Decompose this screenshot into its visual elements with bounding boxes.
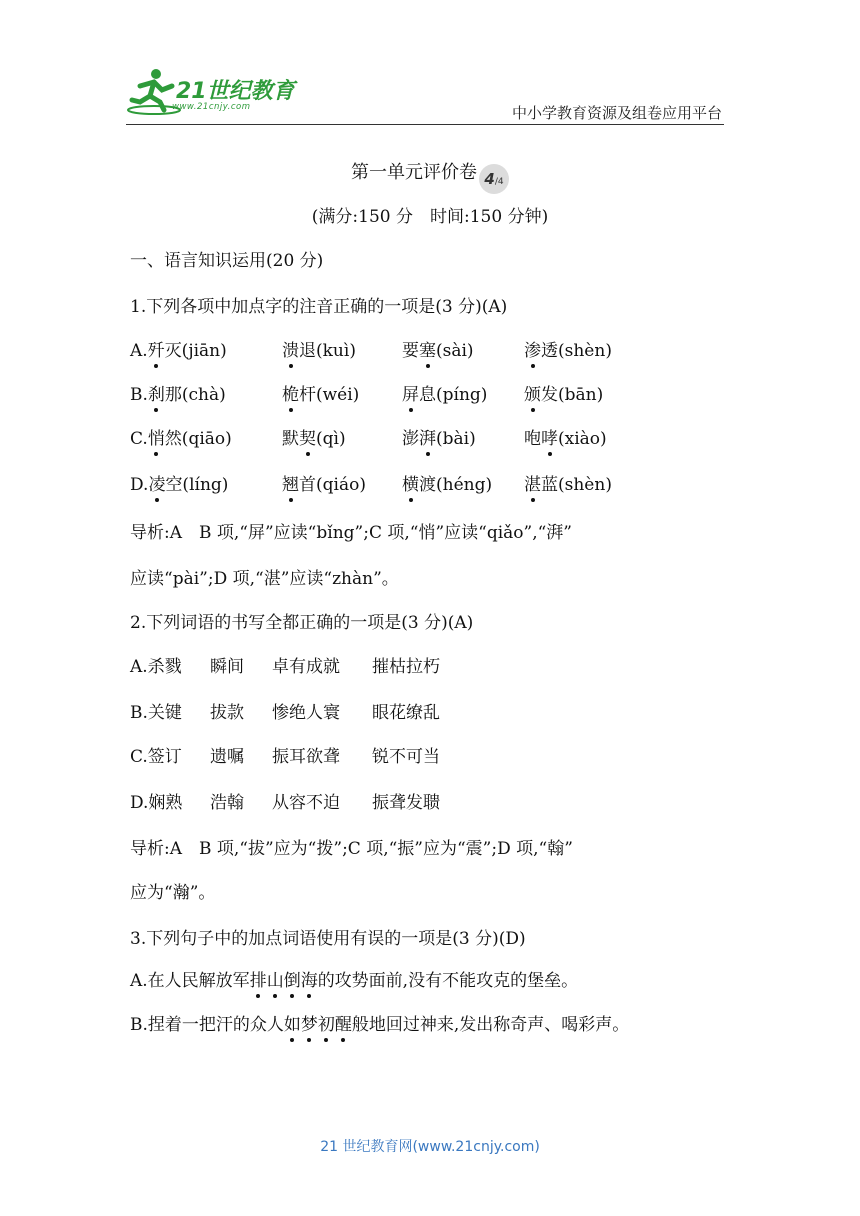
dotted-char: 初 [318,1010,335,1035]
word-char-1: 默 [282,429,299,449]
q2-word: 眼花缭乱 [372,703,440,723]
q2-stem: 2.下列词语的书写全都正确的一项是(3 分)(A) [130,613,474,633]
q1-option-item [524,424,607,449]
word-rest: (sài) [436,341,474,361]
logo [126,66,296,120]
word-char-1: 横 [402,470,419,495]
q1-option-item [130,424,232,449]
word-rest: 首(qiáo) [299,475,366,495]
word-rest: 息(píng) [419,385,488,405]
q1-option-item [524,380,603,405]
q2-analysis-line2: 应为“瀚”。 [130,883,216,903]
word-char-1: 凌 [148,470,165,495]
word-rest: 发(bān) [541,385,604,405]
q1-stem: 1.下列各项中加点字的注音正确的一项是(3 分)(A) [130,297,508,317]
q2-analysis-line1: 导析:A B 项,“拔”应为“拨”;C 项,“振”应为“震”;D 项,“翰” [130,839,573,859]
q1-option-item [282,424,346,449]
q2-word: D.娴熟 [130,793,183,813]
section-heading: 一、语言知识运用(20 分) [130,251,324,271]
exam-meta: (满分:150 分 时间:150 分钟) [311,207,549,227]
q3-option-a [130,966,578,991]
dotted-char: 如 [284,1010,301,1035]
option-letter: D. [130,475,149,495]
word-char-2: 哮 [541,424,558,449]
q2-word: 摧枯拉朽 [372,657,440,677]
dotted-char: 醒 [335,1010,352,1035]
q2-word: 从容不迫 [272,793,340,813]
word-rest: 空(líng) [165,475,229,495]
q1-option-item [402,424,476,449]
word-char-1: 溃 [282,336,299,361]
word-rest: 渡(héng) [419,475,493,495]
word-char-1: 刹 [148,380,165,405]
word-char-1: 澎 [402,429,419,449]
page-header [0,0,860,130]
header-divider [126,124,724,125]
word-char-1: 咆 [524,429,541,449]
q3-a-dotted [250,971,318,991]
q2-word: B.关键 [130,703,182,723]
q1-option-item [402,336,474,361]
word-char-1: 悄 [148,424,165,449]
q1-option-item [130,380,226,405]
q3-stem: 3.下列句子中的加点词语使用有误的一项是(3 分)(D) [130,929,526,949]
q2-word: 振聋发聩 [372,793,440,813]
q2-word: 锐不可当 [372,747,440,767]
word-rest: 透(shèn) [541,341,612,361]
q1-option-item [402,380,487,405]
q1-analysis-line1: 导析:A B 项,“屏”应读“bǐng”;C 项,“悄”应读“qiǎo”,“湃” [130,523,572,543]
level-badge [479,164,509,194]
word-char-1: 歼 [148,336,165,361]
q3-a-pre: A.在人民解放军 [130,971,250,991]
q1-option-item [282,380,359,405]
q1-option-item [130,336,227,361]
q3-b-dotted [284,1015,352,1035]
word-char-1: 渗 [524,336,541,361]
q2-word: 卓有成就 [272,657,340,677]
word-char-1: 要 [402,341,419,361]
page-footer: 21 世纪教育网(www.21cnjy.com) [320,1139,540,1155]
dotted-char: 山 [267,966,284,991]
word-char-1: 屏 [402,380,419,405]
page-title [0,158,860,194]
q1-option-item [402,470,492,495]
badge-sub: /4 [494,177,504,187]
q3-b-pre: B.捏着一把汗的众人 [130,1015,284,1035]
q2-word: 拔款 [210,703,244,723]
q1-option-item [524,470,612,495]
option-letter: A. [130,341,148,361]
word-rest: (bài) [436,429,476,449]
q2-word: 遗嘱 [210,747,244,767]
word-char-1: 颁 [524,380,541,405]
q1-option-item [130,470,228,495]
q3-a-post: 的攻势面前,没有不能攻克的堡垒。 [317,971,579,991]
word-rest: 那(chà) [164,385,226,405]
word-char-2: 契 [299,424,316,449]
word-char-2: 湃 [419,424,436,449]
logo-text: 21世纪教育 [176,79,295,104]
word-rest: (xiào) [558,429,607,449]
badge-main: 4 [484,170,495,188]
q2-word: A.杀戮 [130,657,182,677]
word-rest: 蓝(shèn) [541,475,612,495]
word-rest: 灭(jiān) [164,341,227,361]
dotted-char: 梦 [301,1010,318,1035]
q1-option-item [282,336,356,361]
q2-word: 浩翰 [210,793,244,813]
q1-analysis-line2: 应读“pài”;D 项,“湛”应读“zhàn”。 [130,569,399,589]
option-letter: B. [130,385,148,405]
option-letter: C. [130,429,148,449]
q3-option-b [130,1010,629,1035]
word-char-1: 湛 [524,470,541,495]
platform-name: 中小学教育资源及组卷应用平台 [511,104,722,122]
word-rest: (qì) [316,429,346,449]
word-char-1: 桅 [282,380,299,405]
logo-url: www.21cnjy.com [172,102,251,112]
word-rest: 杆(wéi) [299,385,360,405]
word-rest: 然(qiāo) [164,429,232,449]
dotted-char: 倒 [284,966,301,991]
q1-option-item [524,336,612,361]
q2-word: 惨绝人寰 [272,703,340,723]
title-text: 第一单元评价卷 [351,162,477,183]
word-rest: 退(kuì) [299,341,356,361]
q2-word: 瞬间 [210,657,244,677]
q1-option-item [282,470,366,495]
q2-word: 振耳欲聋 [272,747,340,767]
word-char-1: 翘 [282,470,299,495]
word-char-2: 塞 [419,336,436,361]
q3-b-post: 般地回过神来,发出称奇声、喝彩声。 [351,1015,630,1035]
q2-word: C.签订 [130,747,182,767]
dotted-char: 海 [301,966,318,991]
dotted-char: 排 [250,966,267,991]
